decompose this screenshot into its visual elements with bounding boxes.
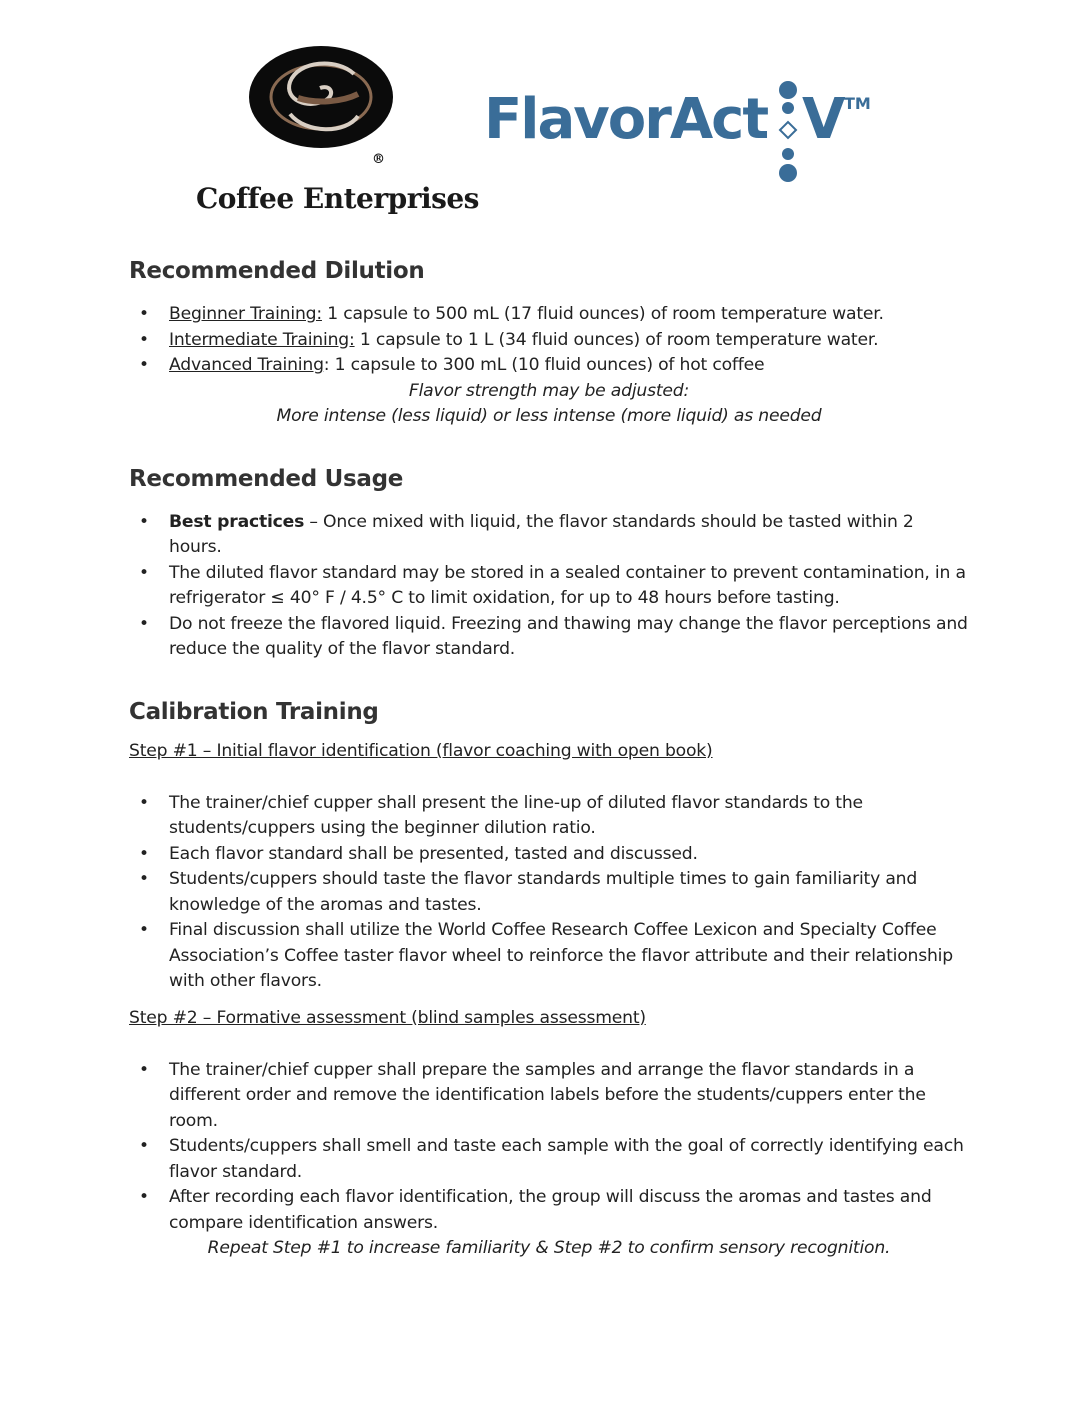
list-item [129, 510, 969, 561]
trademark-mark: TM [844, 94, 871, 113]
list-item [129, 302, 969, 328]
logo-header [0, 0, 1088, 240]
dilution-note-line2: More intense (less liquid) or less intense (more liquid) as needed [276, 406, 822, 426]
list-item: • Students/cuppers shall smell and taste each sample with the goal of correctly identifying each flavor standard. [129, 1134, 969, 1185]
dilution-label: Intermediate Training: [169, 329, 355, 350]
closing-note: Repeat Step #1 to increase familiarity & Step #2 to confirm sensory recognition. [207, 1238, 891, 1258]
dilution-list [129, 302, 969, 379]
calibration-heading: Calibration Training [129, 698, 379, 725]
dilution-heading: Recommended Dilution [129, 258, 425, 284]
company-name: Coffee Enterprises [196, 182, 479, 215]
step1-title: Step #1 – Initial flavor identification (flavor coaching with open book) [129, 740, 713, 761]
coffee-enterprises-emblem-icon [246, 44, 396, 150]
usage-bold-label: Best practices [169, 511, 305, 532]
flavoractiv-v-letter: V [802, 87, 846, 152]
list-item: • The diluted flavor standard may be stored in a sealed container to prevent contamination, in a refrigerator ≤ 40° F / 4.5° C to limit oxidation, for up to 48 hours before tasting. [129, 561, 969, 612]
dilution-text: 1 capsule to 1 L (34 fluid ounces) of room temperature water. [354, 329, 879, 350]
dilution-label: Beginner Training: [169, 304, 322, 324]
list-item [129, 353, 969, 379]
list-item [129, 328, 969, 354]
list-item: • Students/cuppers should taste the flavor standards multiple times to gain familiarity and knowledge of the aromas and tastes. [129, 867, 969, 918]
usage-text: – Once mixed with liquid, the flavor standards should be tasted within 2 hours. [169, 511, 914, 557]
flavoractiv-logo [484, 78, 904, 188]
list-item: • Do not freeze the flavored liquid. Freezing and thawing may change the flavor perceptions and reduce the quality of the flavor standard. [129, 612, 969, 663]
flavoractiv-wordmark: FlavorAct [484, 87, 768, 152]
step2-list [129, 1058, 969, 1237]
list-item: • After recording each flavor identification, the group will discuss the aromas and tastes and compare identification answers. [129, 1185, 969, 1236]
document-body [129, 258, 969, 1262]
step1-list [129, 791, 969, 995]
usage-heading: Recommended Usage [129, 465, 404, 492]
dilution-label: Advanced Training [169, 355, 324, 375]
list-item: • The trainer/chief cupper shall present the line-up of diluted flavor standards to the students/cuppers using the beginner dilution ratio. [129, 791, 969, 842]
step2-title: Step #2 – Formative assessment (blind samples assessment) [129, 1007, 646, 1028]
usage-list [129, 510, 969, 663]
coffee-enterprises-logo [196, 44, 479, 224]
registered-mark: ® [372, 152, 385, 167]
list-item: • Final discussion shall utilize the World Coffee Research Coffee Lexicon and Specialty Coffee Association’s Coffee taster flavor wheel to reinforce the flavor attribute and their relationship with other flavors. [129, 918, 969, 995]
dilution-text: 1 capsule to 500 mL (17 fluid ounces) of room temperature water. [321, 304, 884, 324]
list-item: • The trainer/chief cupper shall prepare the samples and arrange the flavor standards in a different order and remove the identification labels before the students/cuppers enter the room. [129, 1058, 969, 1135]
dilution-note-line1: Flavor strength may be adjusted: [408, 380, 690, 401]
list-item: • Each flavor standard shall be presented, tasted and discussed. [129, 842, 969, 868]
dilution-text: : 1 capsule to 300 mL (10 fluid ounces) of hot coffee [323, 355, 765, 375]
